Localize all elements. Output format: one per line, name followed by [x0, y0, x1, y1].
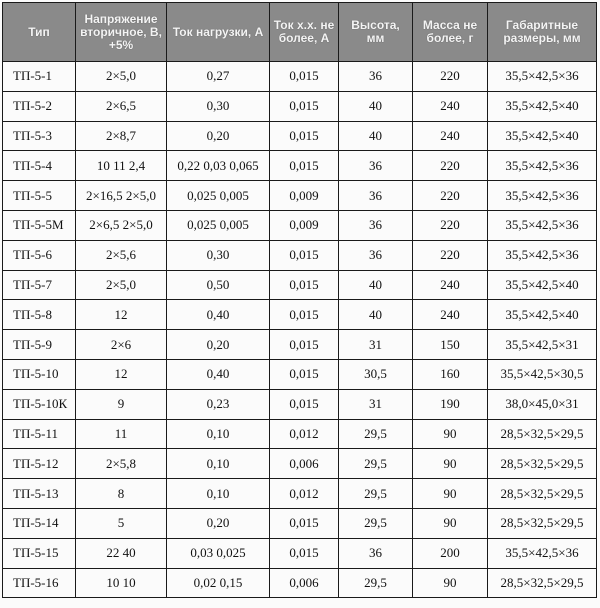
cell-type: ТП-5-15	[3, 538, 76, 568]
header-type: Тип	[3, 3, 76, 62]
cell-mass: 240	[413, 91, 488, 121]
header-height: Высота, мм	[339, 3, 413, 62]
cell-height: 29,5	[339, 449, 413, 479]
cell-height: 36	[339, 538, 413, 568]
cell-secondary-voltage: 11	[76, 419, 167, 449]
cell-load-current: 0,03 0,025	[167, 538, 270, 568]
cell-dimensions: 35,5×42,5×40	[488, 270, 597, 300]
table-row	[3, 479, 597, 509]
table-body	[3, 62, 597, 598]
cell-type: ТП-5-4	[3, 151, 76, 181]
cell-idle-current: 0,015	[270, 270, 339, 300]
table-row	[3, 508, 597, 538]
cell-idle-current: 0,015	[270, 508, 339, 538]
table-row	[3, 91, 597, 121]
header-dimensions: Габаритные размеры, мм	[488, 3, 597, 62]
cell-secondary-voltage: 12	[76, 359, 167, 389]
table-row	[3, 210, 597, 240]
cell-mass: 150	[413, 330, 488, 360]
cell-type: ТП-5-8	[3, 300, 76, 330]
cell-secondary-voltage: 2×6,5 2×5,0	[76, 210, 167, 240]
cell-idle-current: 0,006	[270, 449, 339, 479]
cell-secondary-voltage: 10 10	[76, 568, 167, 598]
table-row	[3, 151, 597, 181]
cell-idle-current: 0,009	[270, 181, 339, 211]
cell-height: 40	[339, 91, 413, 121]
cell-type: ТП-5-16	[3, 568, 76, 598]
cell-type: ТП-5-9	[3, 330, 76, 360]
cell-dimensions: 28,5×32,5×29,5	[488, 449, 597, 479]
cell-idle-current: 0,015	[270, 121, 339, 151]
cell-secondary-voltage: 2×5,0	[76, 62, 167, 92]
cell-dimensions: 28,5×32,5×29,5	[488, 419, 597, 449]
cell-dimensions: 35,5×42,5×36	[488, 62, 597, 92]
cell-mass: 240	[413, 270, 488, 300]
cell-height: 36	[339, 62, 413, 92]
cell-dimensions: 35,5×42,5×30,5	[488, 359, 597, 389]
cell-load-current: 0,30	[167, 240, 270, 270]
cell-mass: 190	[413, 389, 488, 419]
table-row	[3, 270, 597, 300]
cell-idle-current: 0,015	[270, 91, 339, 121]
cell-load-current: 0,30	[167, 91, 270, 121]
cell-secondary-voltage: 2×6,5	[76, 91, 167, 121]
cell-idle-current: 0,006	[270, 568, 339, 598]
cell-secondary-voltage: 2×5,0	[76, 270, 167, 300]
cell-type: ТП-5-3	[3, 121, 76, 151]
table-row	[3, 62, 597, 92]
cell-idle-current: 0,015	[270, 240, 339, 270]
cell-dimensions: 35,5×42,5×40	[488, 91, 597, 121]
cell-type: ТП-5-13	[3, 479, 76, 509]
cell-height: 36	[339, 240, 413, 270]
table-row	[3, 300, 597, 330]
table-row	[3, 359, 597, 389]
cell-secondary-voltage: 2×5,8	[76, 449, 167, 479]
table-row	[3, 240, 597, 270]
cell-load-current: 0,20	[167, 508, 270, 538]
cell-mass: 220	[413, 240, 488, 270]
cell-load-current: 0,23	[167, 389, 270, 419]
cell-height: 29,5	[339, 479, 413, 509]
header-secondary-voltage: Напряжение вторичное, В, +5%	[76, 3, 167, 62]
cell-mass: 90	[413, 419, 488, 449]
cell-mass: 220	[413, 62, 488, 92]
cell-dimensions: 28,5×32,5×29,5	[488, 568, 597, 598]
table-header	[3, 3, 597, 62]
cell-idle-current: 0,015	[270, 359, 339, 389]
cell-mass: 220	[413, 181, 488, 211]
cell-type: ТП-5-1	[3, 62, 76, 92]
header-row	[3, 3, 597, 62]
cell-dimensions: 35,5×42,5×40	[488, 121, 597, 151]
cell-type: ТП-5-11	[3, 419, 76, 449]
cell-load-current: 0,025 0,005	[167, 210, 270, 240]
cell-dimensions: 35,5×42,5×36	[488, 210, 597, 240]
cell-mass: 90	[413, 568, 488, 598]
table-row	[3, 389, 597, 419]
cell-height: 36	[339, 181, 413, 211]
table-row	[3, 121, 597, 151]
cell-dimensions: 35,5×42,5×36	[488, 240, 597, 270]
cell-idle-current: 0,015	[270, 151, 339, 181]
cell-secondary-voltage: 2×16,5 2×5,0	[76, 181, 167, 211]
cell-secondary-voltage: 2×5,6	[76, 240, 167, 270]
cell-mass: 240	[413, 300, 488, 330]
cell-idle-current: 0,012	[270, 479, 339, 509]
cell-load-current: 0,10	[167, 449, 270, 479]
table-row	[3, 449, 597, 479]
cell-load-current: 0,20	[167, 330, 270, 360]
cell-mass: 220	[413, 210, 488, 240]
cell-dimensions: 35,5×42,5×36	[488, 181, 597, 211]
cell-dimensions: 38,0×45,0×31	[488, 389, 597, 419]
cell-type: ТП-5-5М	[3, 210, 76, 240]
cell-type: ТП-5-7	[3, 270, 76, 300]
cell-type: ТП-5-14	[3, 508, 76, 538]
cell-load-current: 0,50	[167, 270, 270, 300]
cell-mass: 90	[413, 449, 488, 479]
cell-height: 29,5	[339, 508, 413, 538]
cell-load-current: 0,10	[167, 479, 270, 509]
cell-type: ТП-5-6	[3, 240, 76, 270]
cell-height: 36	[339, 210, 413, 240]
cell-idle-current: 0,015	[270, 62, 339, 92]
cell-height: 29,5	[339, 419, 413, 449]
cell-type: ТП-5-5	[3, 181, 76, 211]
cell-dimensions: 28,5×32,5×29,5	[488, 479, 597, 509]
cell-secondary-voltage: 22 40	[76, 538, 167, 568]
table-row	[3, 330, 597, 360]
cell-secondary-voltage: 9	[76, 389, 167, 419]
cell-mass: 160	[413, 359, 488, 389]
cell-height: 31	[339, 389, 413, 419]
cell-dimensions: 28,5×32,5×29,5	[488, 508, 597, 538]
cell-height: 40	[339, 300, 413, 330]
cell-idle-current: 0,015	[270, 330, 339, 360]
cell-height: 36	[339, 151, 413, 181]
cell-dimensions: 35,5×42,5×36	[488, 538, 597, 568]
cell-dimensions: 35,5×42,5×40	[488, 300, 597, 330]
cell-type: ТП-5-2	[3, 91, 76, 121]
cell-mass: 240	[413, 121, 488, 151]
cell-load-current: 0,40	[167, 359, 270, 389]
cell-mass: 200	[413, 538, 488, 568]
cell-idle-current: 0,012	[270, 419, 339, 449]
header-idle-current: Ток х.х. не более, А	[270, 3, 339, 62]
cell-idle-current: 0,015	[270, 300, 339, 330]
cell-mass: 90	[413, 508, 488, 538]
header-load-current: Ток нагрузки, А	[167, 3, 270, 62]
cell-dimensions: 35,5×42,5×36	[488, 151, 597, 181]
cell-height: 40	[339, 121, 413, 151]
cell-load-current: 0,40	[167, 300, 270, 330]
cell-secondary-voltage: 12	[76, 300, 167, 330]
table-row	[3, 419, 597, 449]
cell-mass: 90	[413, 479, 488, 509]
cell-mass: 220	[413, 151, 488, 181]
table-row	[3, 538, 597, 568]
cell-height: 30,5	[339, 359, 413, 389]
cell-secondary-voltage: 10 11 2,4	[76, 151, 167, 181]
cell-idle-current: 0,009	[270, 210, 339, 240]
header-mass: Масса не более, г	[413, 3, 488, 62]
table-row	[3, 181, 597, 211]
cell-secondary-voltage: 2×8,7	[76, 121, 167, 151]
cell-load-current: 0,10	[167, 419, 270, 449]
cell-dimensions: 35,5×42,5×31	[488, 330, 597, 360]
cell-load-current: 0,02 0,15	[167, 568, 270, 598]
cell-height: 29,5	[339, 568, 413, 598]
cell-type: ТП-5-10	[3, 359, 76, 389]
cell-load-current: 0,20	[167, 121, 270, 151]
cell-load-current: 0,27	[167, 62, 270, 92]
cell-idle-current: 0,015	[270, 389, 339, 419]
cell-secondary-voltage: 5	[76, 508, 167, 538]
cell-secondary-voltage: 2×6	[76, 330, 167, 360]
table-row	[3, 568, 597, 598]
cell-load-current: 0,025 0,005	[167, 181, 270, 211]
cell-type: ТП-5-10К	[3, 389, 76, 419]
cell-height: 31	[339, 330, 413, 360]
cell-height: 40	[339, 270, 413, 300]
cell-type: ТП-5-12	[3, 449, 76, 479]
cell-load-current: 0,22 0,03 0,065	[167, 151, 270, 181]
cell-secondary-voltage: 8	[76, 479, 167, 509]
cell-idle-current: 0,015	[270, 538, 339, 568]
transformer-spec-table	[2, 2, 597, 598]
